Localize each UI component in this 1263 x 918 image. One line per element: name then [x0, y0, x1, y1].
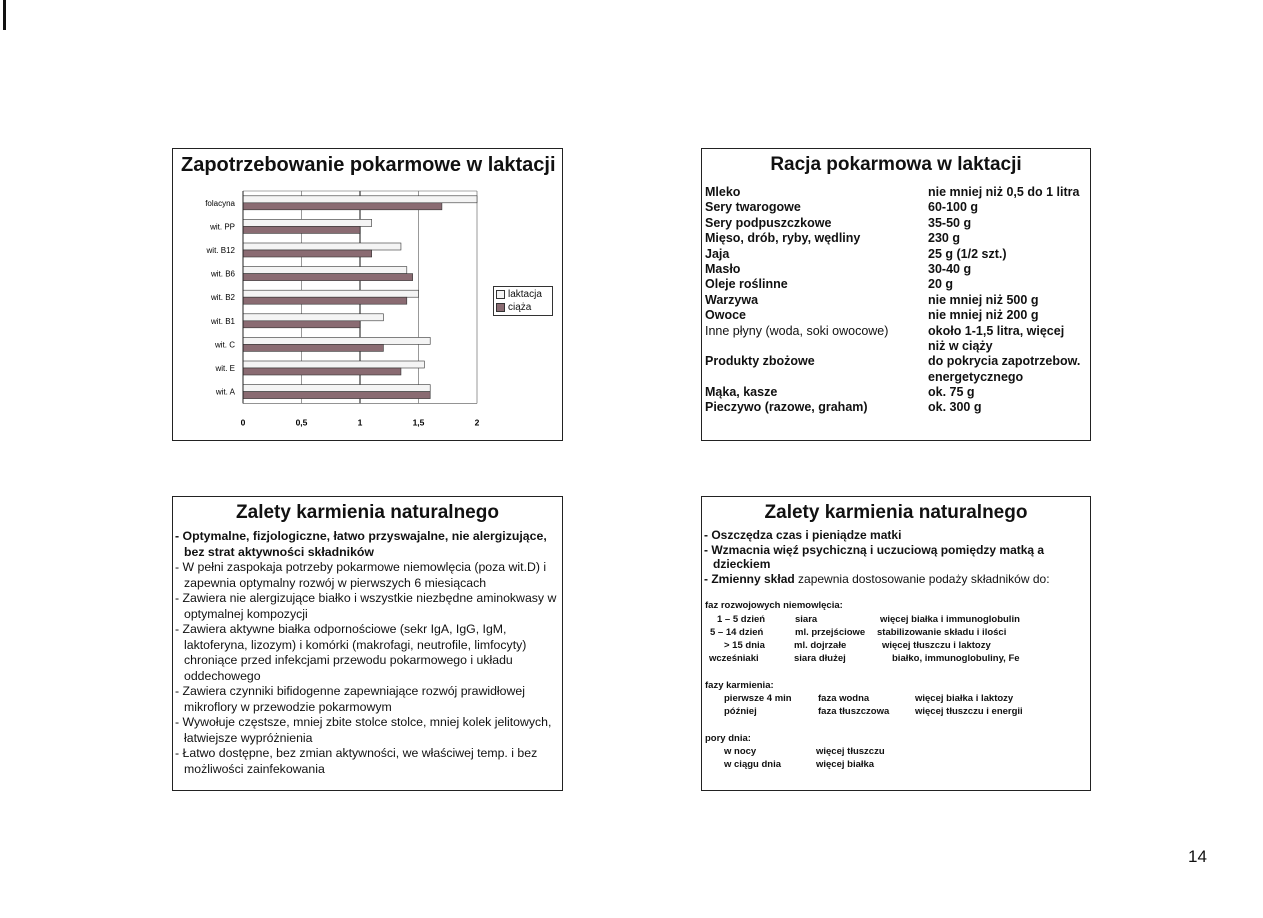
page-number: 14 [1188, 847, 1207, 866]
detail-text: faza tłuszczowa [818, 706, 890, 717]
benefits-list [175, 529, 558, 777]
y-category-label: folacyna [205, 198, 235, 208]
bar-ciaza [243, 203, 442, 210]
detail-text: więcej tłuszczu [816, 746, 885, 757]
bar-ciaza [243, 250, 372, 257]
detail-text: > 15 dnia [724, 640, 765, 651]
detail-text: siara [795, 614, 818, 625]
slide-breastfeeding-benefits-1 [172, 496, 563, 791]
food-amount: około 1-1,5 litra, więcej [928, 323, 1065, 338]
bar-ciaza [243, 226, 360, 233]
detail-text: stabilizowanie składu i ilości [877, 627, 1007, 638]
y-category-label: wit. E [215, 364, 235, 373]
ration-row [705, 385, 1088, 400]
ration-row [705, 354, 1088, 369]
bar-laktacja [243, 337, 430, 344]
phase-row [702, 614, 1090, 626]
slide-title: Zalety karmienia naturalnego [764, 502, 1028, 523]
legend-swatch [496, 290, 505, 299]
phase-row [702, 653, 1090, 665]
bar-ciaza [243, 274, 413, 281]
food-name: Mąka, kasze [705, 385, 778, 400]
y-category-label: wit. A [215, 387, 235, 397]
detail-text: ml. przejściowe [795, 627, 866, 638]
benefits-list [704, 528, 1086, 586]
list-item: - Wzmacnia więź psychiczną i uczuciową pomiędzy matką a dzieckiem [704, 542, 1045, 571]
ration-row-continuation [705, 370, 1088, 385]
detail-text: w ciągu dnia [724, 759, 782, 770]
food-name: Mleko [705, 185, 741, 199]
detail-text: białko, immunoglobuliny, Fe [892, 653, 1020, 664]
feeding-header [702, 680, 1090, 692]
ration-row [705, 293, 1088, 308]
slide-breastfeeding-benefits-2 [701, 496, 1091, 791]
ration-row [705, 277, 1088, 292]
list-item: - Zawiera aktywne białka odpornościowe (sekr IgA, IgG, IgM, laktoferyna, lizozym) i komórki (makrofagi, neutrofile, limfocyty) chroniące przed infekcjami przewodu pokarmowego i układu oddechowego [175, 622, 527, 683]
detail-text: więcej białka i immunoglobulin [880, 614, 1020, 625]
ration-row [705, 231, 1088, 246]
detail-text: pory dnia: [705, 733, 751, 744]
ration-table [705, 185, 1088, 416]
y-category-label: wit. B1 [210, 316, 235, 326]
ration-row [705, 247, 1088, 262]
food-amount: 60-100 g [928, 200, 979, 215]
detail-text: w nocy [724, 746, 757, 757]
detail-text: faz rozwojowych niemowlęcia: [705, 600, 843, 611]
times-row [702, 759, 1090, 771]
food-amount: ok. 75 g [928, 385, 975, 400]
bar-laktacja [243, 219, 372, 226]
ration-row [705, 185, 1088, 200]
list-item: - Oszczędza czas i pieniądze matki [704, 528, 902, 542]
list-item: - Łatwo dostępne, bez zmian aktywności, we właściwej temp. i bez możliwości zainfekowania [175, 746, 538, 776]
food-amount: 230 g [928, 231, 960, 246]
detail-text: 1 – 5 dzień [717, 614, 766, 625]
food-amount: 20 g [928, 277, 954, 292]
detail-text: ml. dojrzałe [794, 640, 847, 651]
phase-row [702, 627, 1090, 639]
food-amount: 30-40 g [928, 261, 972, 276]
food-amount: nie mniej niż 0,5 do 1 litra [928, 185, 1080, 199]
ration-row [705, 324, 1088, 339]
list-item: - W pełni zaspokaja potrzeby pokarmowe niemowlęcia (poza wit.D) i zapewnia optymalny rozwój w pierwszych 6 miesiącach [175, 560, 547, 590]
ration-row [705, 200, 1088, 215]
bar-laktacja [243, 196, 477, 203]
bar-ciaza [243, 321, 360, 328]
food-amount: nie mniej niż 200 g [928, 308, 1039, 323]
bar-ciaza [243, 392, 430, 399]
y-category-label: wit. B6 [210, 269, 235, 279]
bar-ciaza [243, 368, 401, 375]
food-amount: niż w ciąży [928, 338, 993, 353]
bar-ciaza [243, 344, 383, 351]
food-amount: nie mniej niż 500 g [928, 292, 1039, 307]
food-amount: 25 g (1/2 szt.) [928, 246, 1007, 261]
food-name: Jaja [705, 246, 730, 261]
x-tick-label: 1,5 [412, 417, 425, 428]
detail-text: więcej białka [816, 759, 875, 770]
food-name: Produkty zbożowe [705, 354, 815, 369]
y-category-label: wit. B12 [206, 246, 235, 255]
detail-text: wcześniaki [709, 653, 759, 664]
food-amount: ok. 300 g [928, 400, 982, 415]
food-name: Sery podpuszczkowe [705, 215, 832, 230]
detail-text: 5 – 14 dzień [710, 627, 764, 638]
food-amount: do pokrycia zapotrzebow. [928, 354, 1081, 369]
times-header [702, 733, 1090, 745]
times-row [702, 746, 1090, 758]
food-name: Sery twarogowe [705, 200, 801, 215]
food-name: Owoce [705, 308, 746, 323]
food-name: Inne płyny (woda, soki owocowe) [705, 323, 889, 338]
bar-laktacja [243, 267, 407, 274]
feeding-row [702, 693, 1090, 705]
detail-text: siara dłużej [794, 653, 846, 664]
chart-legend [493, 286, 553, 316]
detail-text: więcej tłuszczu i energii [915, 706, 1023, 717]
detail-text: później [724, 706, 757, 717]
food-name: Mięso, drób, ryby, wędliny [705, 231, 861, 246]
ration-row [705, 216, 1088, 231]
detail-text: więcej białka i laktozy [915, 693, 1014, 704]
ration-row [705, 308, 1088, 323]
slide-title: Zapotrzebowanie pokarmowe w laktacji [181, 154, 556, 176]
y-category-label: wit. PP [210, 222, 235, 232]
scan-mark [3, 0, 6, 30]
x-tick-label: 0 [240, 417, 246, 428]
phases-header [702, 600, 1090, 612]
x-tick-label: 1 [357, 417, 363, 428]
phase-row [702, 640, 1090, 652]
feeding-row [702, 706, 1090, 718]
detail-text: faza wodna [818, 693, 870, 704]
food-name: Pieczywo (razowe, graham) [705, 400, 868, 415]
ration-row-continuation [705, 339, 1088, 354]
list-item: - Zawiera nie alergizujące białko i wszystkie niezbędne aminokwasy w optymalnej kompozycji [175, 591, 557, 621]
legend-item-laktacja: laktacja [496, 288, 550, 301]
y-category-label: wit. C [215, 340, 235, 350]
legend-item-ciaza: ciąża [496, 301, 550, 314]
slide-nutrition-needs [172, 148, 563, 441]
food-name: Masło [705, 261, 741, 276]
food-name: Warzywa [705, 292, 759, 307]
slide-title: Zalety karmienia naturalnego [236, 502, 499, 523]
y-category-label: wit. B2 [210, 293, 235, 303]
list-item: - Zawiera czynniki bifidogenne zapewniające rozwój prawidłowej mikroflory w przewodzie pokarmowym [175, 684, 525, 714]
bar-laktacja [243, 243, 401, 250]
ration-row [705, 400, 1088, 415]
bar-laktacja [243, 314, 383, 321]
x-tick-label: 0,5 [295, 417, 308, 428]
legend-swatch [496, 303, 505, 312]
slide-title: Racja pokarmowa w laktacji [770, 154, 1022, 175]
detail-text: pierwsze 4 min [724, 693, 792, 704]
food-amount: energetycznego [928, 369, 1024, 384]
bar-laktacja [243, 361, 424, 368]
slide-food-ration [701, 148, 1091, 441]
list-item: - Wywołuje częstsze, mniej zbite stolce stolce, mniej kolek jelitowych, łatwiejsze wypróżnienia [175, 715, 552, 745]
bar-laktacja [243, 385, 430, 392]
x-tick-label: 2 [474, 417, 480, 428]
list-item: - Optymalne, fizjologiczne, łatwo przyswajalne, nie alergizujące, bez strat aktywności składników [175, 529, 547, 559]
food-name: Oleje roślinne [705, 277, 788, 292]
bar-laktacja [243, 290, 419, 297]
list-item: - Zmienny skład zapewnia dostosowanie podaży składników do: [704, 571, 1050, 586]
bar-ciaza [243, 297, 407, 304]
detail-text: fazy karmienia: [705, 680, 774, 691]
ration-row [705, 262, 1088, 277]
food-amount: 35-50 g [928, 215, 972, 230]
detail-text: więcej tłuszczu i laktozy [882, 640, 991, 651]
